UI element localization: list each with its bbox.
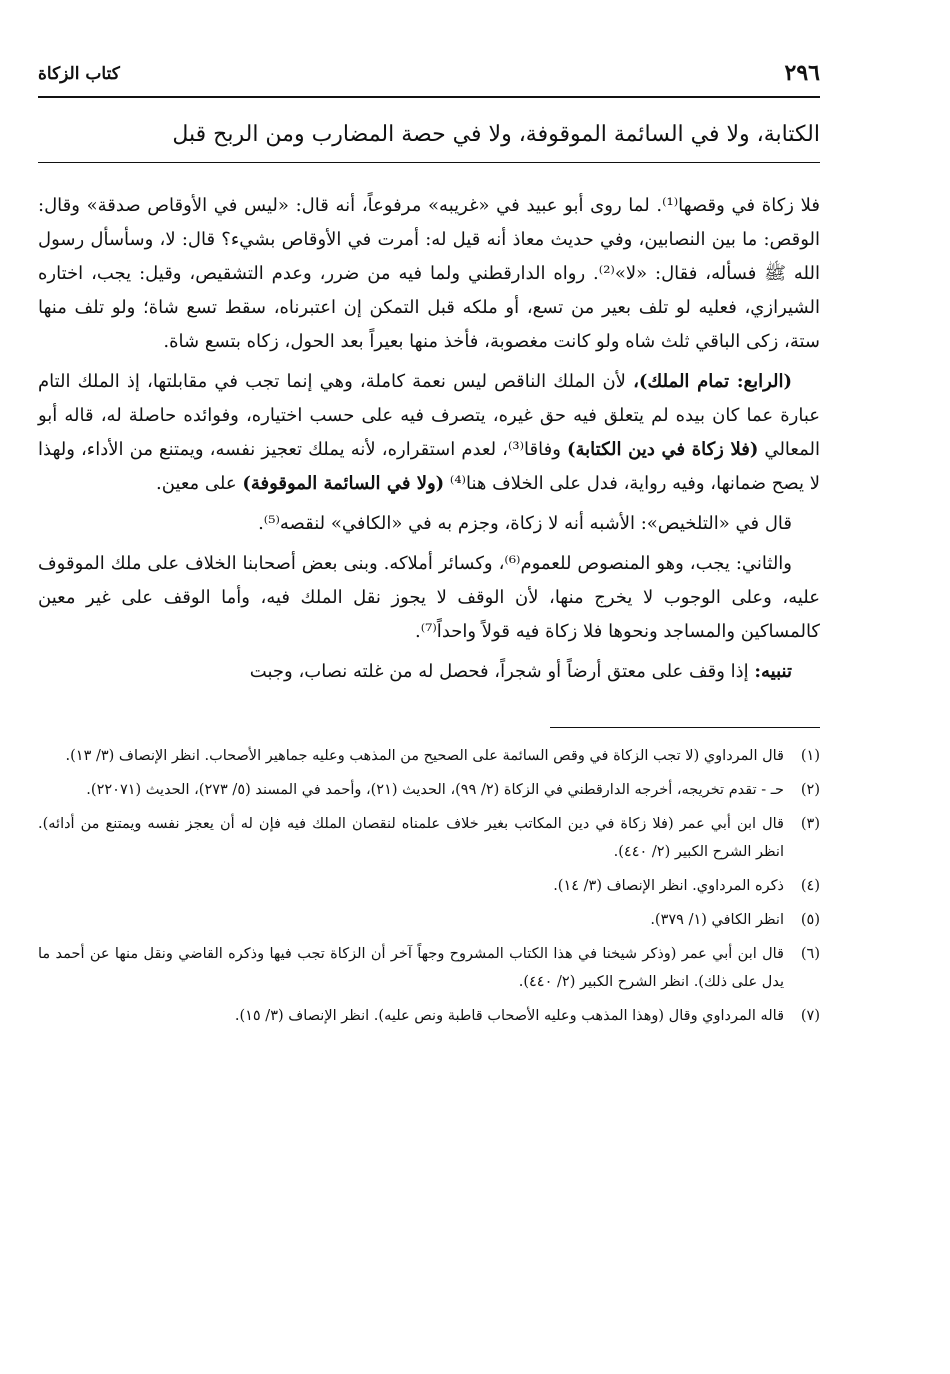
footnote xyxy=(38,776,820,804)
footnote-text: ذكره المرداوي. انظر الإنصاف (٣/ ١٤). xyxy=(553,878,784,894)
matn-text: الكتابة، ولا في السائمة الموقوفة، ولا في حصة المضارب ومن الربح قبل xyxy=(172,122,820,147)
footnote-text: قال ابن أبي عمر (فلا زكاة في دين المكاتب بغير خلاف علمناه لنقصان الملك فيه فإن له أن يعجز نفسه ويمتنع من أدائه). انظر الشرح الكبير (٢/ ٤٤٠). xyxy=(38,816,784,860)
footnote-text: حـ - تقدم تخريجه، أخرجه الدارقطني في الزكاة (٢/ ٩٩)، الحديث (٢١)، وأحمد في المسند (٥/ ٢٧٣)، الحديث (٢٢٠٧١). xyxy=(86,782,784,798)
footnote-separator xyxy=(550,727,820,728)
footnote-text: انظر الكافي (١/ ٣٧٩). xyxy=(650,912,784,928)
footnote-number: (١) xyxy=(800,748,820,764)
matn-divider xyxy=(38,162,820,163)
footnotes xyxy=(38,742,820,1030)
paragraph-2-text-1: لأن الملك الناقص ليس نعمة كاملة، وهي إنما تجب في مقابلتها، إذ الملك التام عبارة عما كان بيده لم يتعلق فيه حق غيره، يتصرف فيه على حسب اختياره، وفوائده حاصلة له، قاله أبو المعالي xyxy=(38,371,820,460)
footnote xyxy=(38,742,820,770)
footnote-number: (٤) xyxy=(800,878,820,894)
footnote-text: قاله المرداوي وقال (وهذا المذهب وعليه الأصحاب قاطبة ونص عليه). انظر الإنصاف (٣/ ١٥). xyxy=(234,1008,784,1024)
footnote xyxy=(38,906,820,934)
bold-quote-kitaba: (فلا زكاة في دين الكتابة) xyxy=(566,439,759,460)
paragraph-4: والثاني: يجب، وهو المنصوص للعموم⁽⁶⁾، وكسائر أملاكه. وبنى بعض أصحابنا الخلاف على ملك الموقوف عليه، وعلى الوجوب لا يخرج منها، لأن الوقف لا يجوز نقل الملك فيه، وأما الوقف على غير معين كالمساكين والمساجد ونحوها فلا زكاة فيه قولاً واحداً⁽⁷⁾. xyxy=(38,553,820,642)
bold-heading-4th-condition: (الرابع: تمام الملك)، xyxy=(633,371,793,392)
paragraph-2-text-2: وفاقا⁽³⁾، لعدم استقراره، لأنه يملك تعجيز نفسه، ويمتنع من الأداء، ولهذا لا يصح ضمانها، وفيه رواية، فدل على الخلاف هنا⁽⁴⁾ xyxy=(38,439,820,494)
paragraph-2 xyxy=(38,365,820,501)
footnote-number: (٥) xyxy=(800,912,820,928)
book-page xyxy=(38,58,820,1036)
footnote xyxy=(38,940,820,996)
page-number: ٢٩٦ xyxy=(784,60,820,86)
book-title: كتاب الزكاة xyxy=(38,64,120,84)
footnote-number: (٧) xyxy=(800,1008,820,1024)
footnote-text: قال المرداوي (لا تجب الزكاة في وقص السائمة على الصحيح من المذهب وعليه جماهير الأصحاب. انظر الإنصاف (٣/ ١٣). xyxy=(65,748,784,764)
paragraph-3: قال في «التلخيص»: الأشبه أنه لا زكاة، وجزم به في «الكافي» لنقصه⁽⁵⁾. xyxy=(258,513,792,534)
footnote xyxy=(38,810,820,866)
footnote-number: (٢) xyxy=(800,782,820,798)
footnote-number: (٦) xyxy=(800,946,820,962)
footnote-text: قال ابن أبي عمر (وذكر شيخنا في هذا الكتاب المشروح وجهاً آخر أن الزكاة تجب فيها وذكره القاضي ونقل منها عن أحمد ما يدل على ذلك). انظر الشرح الكبير (٢/ ٤٤٠). xyxy=(38,946,784,990)
bold-quote-saima: (ولا في السائمة الموقوفة) xyxy=(242,473,445,494)
paragraph-1: فلا زكاة في وقصها⁽¹⁾. لما روى أبو عبيد في «غريبه» مرفوعاً، أنه قال: «ليس في الأوقاص صدقة» وقال: الوقص: ما بين النصابين، وفي حديث معاذ أنه قيل له: أمرت في الأوقاص بشيء؟ قال: لا، وسأسأل رسول الله ﷺ فسأله، فقال: «لا»⁽²⁾. رواه الدارقطني ولما فيه من ضرر، وعدم التشقيص، وقيل: يجب، اختاره الشيرازي، فعليه لو تلف بعير من تسع، أو ملكه قبل التمكن إن اعتبرناه، سقط تسع شاة؛ ولو تلف منها ستة، زكى الباقي ثلث شاه ولو كانت مغصوبة، فأخذ منها بعيراً بعد الحول، زكاه بتسع شاة. xyxy=(38,195,820,352)
running-header xyxy=(38,58,820,98)
paragraph-5 xyxy=(38,655,820,689)
footnote xyxy=(38,872,820,900)
commentary-body xyxy=(38,189,820,689)
bold-tanbih: تنبيه: xyxy=(754,661,792,682)
footnote xyxy=(38,1002,820,1030)
paragraph-2-text-3: على معين. xyxy=(156,473,243,494)
paragraph-5-text: إذا وقف على معتق أرضاً أو شجراً، فحصل له من غلته نصاب، وجبت xyxy=(249,661,755,682)
footnote-number: (٣) xyxy=(800,816,820,832)
